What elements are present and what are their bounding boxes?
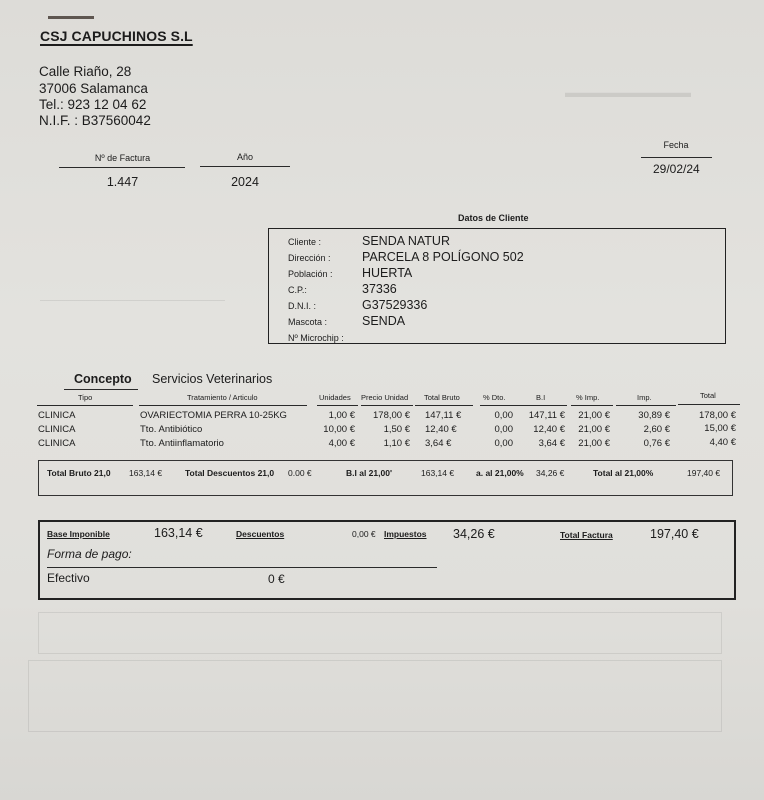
invoice-number: 1.447 — [106, 175, 139, 189]
postcode-value: 37336 — [362, 282, 397, 296]
cell-tipo: CLINICA — [38, 410, 76, 421]
totals-box — [38, 460, 733, 496]
company-nif: N.I.F. : B37560042 — [39, 113, 151, 128]
company-address-line1: Calle Riaño, 28 — [39, 64, 132, 79]
cell-imp-pct: 21,00 € — [578, 438, 610, 449]
col-rule — [616, 405, 676, 406]
payment-label: Forma de pago: — [47, 547, 132, 561]
cell-tratamiento: Tto. Antibiótico — [140, 424, 203, 435]
cell-total: 4,40 € — [709, 437, 736, 448]
total-descuentos-value: 0.00 € — [288, 468, 312, 478]
microchip-label: Nº Microchip : — [288, 333, 344, 343]
col-header-total-bruto: Total Bruto — [424, 393, 460, 402]
col-header-precio-unidad: Precio Unidad — [361, 393, 409, 402]
col-rule — [415, 405, 473, 406]
cell-imp: 30,89 € — [638, 410, 670, 421]
client-value: SENDA NATUR — [362, 234, 450, 248]
cell-bi: 147,11 € — [528, 410, 565, 421]
col-rule — [571, 405, 613, 406]
cell-imp-pct: 21,00 € — [578, 410, 610, 421]
imp-value: 34,26 € — [536, 468, 565, 478]
cell-bi: 12,40 € — [533, 424, 565, 435]
total-bruto-value: 163,14 € — [129, 468, 163, 478]
col-rule — [139, 405, 307, 406]
company-phone: Tel.: 923 12 04 62 — [39, 97, 147, 112]
pet-label: Mascota : — [288, 317, 328, 327]
cell-total-bruto: 147,11 € — [425, 410, 462, 421]
total-bruto-label: Total Bruto 21,0 — [47, 468, 111, 478]
col-rule — [678, 404, 740, 405]
invoice-number-rule — [59, 167, 185, 168]
invoice-date-rule — [641, 157, 712, 158]
grand-total-value: 197,40 € — [687, 468, 721, 478]
total-factura-label: Total Factura — [560, 530, 613, 540]
col-rule — [480, 405, 518, 406]
address-label: Dirección : — [288, 253, 331, 263]
cell-total: 15,00 € — [704, 423, 736, 434]
company-address-line2: 37006 Salamanca — [39, 81, 148, 96]
bi-label: B.I al 21,00' — [346, 468, 392, 478]
cell-unidades: 10,00 € — [323, 424, 355, 435]
col-rule — [317, 405, 358, 406]
cell-total-bruto: 12,40 € — [425, 424, 457, 435]
client-label: Cliente : — [288, 237, 322, 247]
imp-label: a. al 21,00% — [476, 468, 524, 478]
pet-value: SENDA — [362, 314, 406, 328]
cell-imp: 2,60 € — [643, 424, 670, 435]
col-header-tratamiento: Tratamiento / Articulo — [187, 393, 258, 402]
col-header-total: Total — [700, 391, 716, 400]
payment-amount: 0 € — [268, 572, 285, 586]
impuestos-value: 34,26 € — [453, 527, 495, 541]
total-descuentos-label: Total Descuentos 21,0 — [185, 468, 275, 478]
cell-imp: 0,76 € — [643, 438, 670, 449]
cell-precio: 1,50 € — [383, 424, 410, 435]
col-header-unidades: Unidades — [319, 393, 351, 402]
bi-value: 163,14 € — [421, 468, 455, 478]
company-name: CSJ CAPUCHINOS S.L — [40, 28, 193, 44]
descuentos-value: 0,00 € — [352, 529, 376, 539]
invoice-year: 2024 — [231, 175, 259, 189]
concept-value: Servicios Veterinarios — [152, 372, 273, 386]
col-header-tipo: Tipo — [78, 393, 93, 402]
show-through-box — [28, 660, 722, 732]
descuentos-label: Descuentos — [236, 529, 285, 539]
cell-unidades: 1,00 € — [328, 410, 355, 421]
cell-imp-pct: 21,00 € — [578, 424, 610, 435]
show-through-line — [40, 300, 225, 301]
grand-total-label: Total al 21,00% — [593, 468, 654, 478]
impuestos-label: Impuestos — [384, 529, 427, 539]
town-label: Población : — [288, 269, 333, 279]
cell-tipo: CLINICA — [38, 424, 76, 435]
col-rule — [517, 405, 567, 406]
cell-unidades: 4,00 € — [328, 438, 355, 449]
town-value: HUERTA — [362, 266, 413, 280]
col-header-imp: Imp. — [637, 393, 652, 402]
cell-bi: 3,64 € — [538, 438, 565, 449]
invoice-date-label: Fecha — [663, 140, 689, 150]
payment-rule — [47, 567, 437, 568]
col-header-imp-pct: % Imp. — [576, 393, 600, 402]
client-section-title: Datos de Cliente — [458, 213, 529, 223]
concept-rule — [64, 389, 138, 390]
col-header-dto: % Dto. — [483, 393, 506, 402]
summary-box — [38, 520, 736, 600]
cell-tipo: CLINICA — [38, 438, 76, 449]
col-rule — [361, 405, 413, 406]
top-rule — [48, 16, 94, 19]
invoice-year-label: Año — [236, 152, 253, 162]
cell-dto: 0,00 — [494, 424, 513, 435]
dni-value: G37529336 — [362, 298, 428, 312]
base-imponible-label: Base Imponible — [47, 529, 110, 539]
cell-dto: 0,00 — [494, 438, 513, 449]
base-imponible-value: 163,14 € — [154, 526, 203, 540]
payment-method: Efectivo — [47, 571, 90, 585]
show-through-box — [38, 612, 722, 654]
cell-precio: 178,00 € — [373, 410, 410, 421]
col-header-bi: B.I — [536, 393, 546, 402]
col-rule — [37, 405, 133, 406]
postcode-label: C.P.: — [288, 285, 307, 295]
cell-dto: 0,00 — [494, 410, 513, 421]
show-through-text: ▬▬▬▬▬▬▬▬▬ — [565, 84, 691, 100]
invoice-number-label: Nº de Factura — [94, 153, 151, 163]
cell-total-bruto: 3,64 € — [425, 438, 452, 449]
address-value: PARCELA 8 POLÍGONO 502 — [362, 250, 524, 264]
invoice-year-rule — [200, 166, 290, 167]
cell-total: 178,00 € — [699, 410, 736, 421]
concept-label: Concepto — [74, 372, 132, 386]
invoice-date: 29/02/24 — [653, 162, 700, 176]
cell-tratamiento: OVARIECTOMIA PERRA 10-25KG — [140, 410, 287, 421]
dni-label: D.N.I. : — [288, 301, 317, 311]
client-box — [268, 228, 726, 344]
cell-precio: 1,10 € — [383, 438, 410, 449]
cell-tratamiento: Tto. Antiinflamatorio — [140, 438, 224, 449]
total-factura-value: 197,40 € — [650, 527, 699, 541]
